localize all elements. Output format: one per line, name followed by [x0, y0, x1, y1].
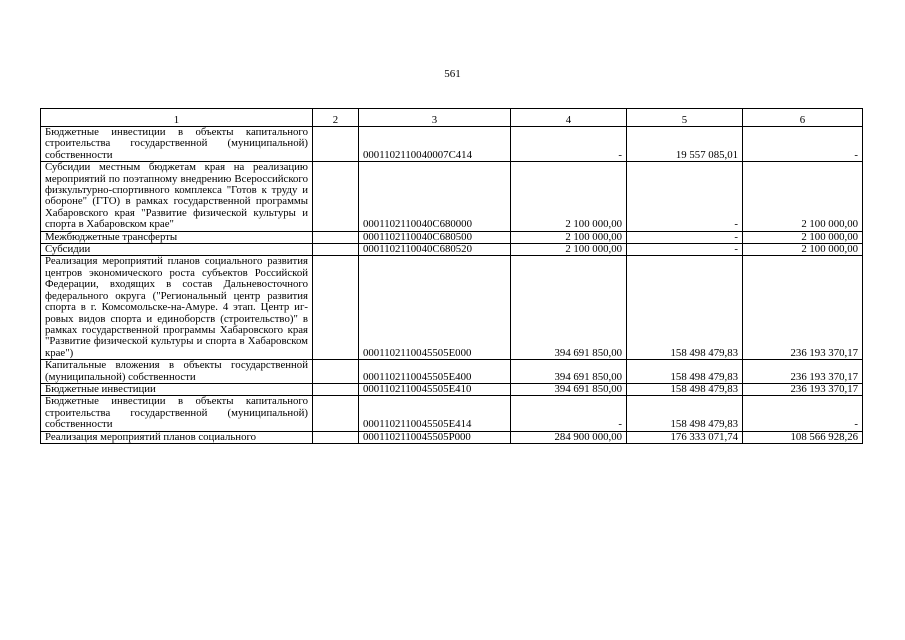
row-code: 0001102110045505E000	[359, 256, 511, 360]
column-header: 5	[627, 109, 743, 127]
row-col2	[313, 231, 359, 243]
column-header: 4	[511, 109, 627, 127]
table-header-row	[41, 109, 863, 127]
row-value-4: 2 100 000,00	[511, 231, 627, 243]
row-value-6: -	[743, 396, 863, 431]
row-value-6: 2 100 000,00	[743, 244, 863, 256]
row-description: Бюджетные инвестиции в объекты капитального строительства государственной (муниципальной) собственности	[41, 396, 313, 431]
row-value-4: -	[511, 396, 627, 431]
table-row	[41, 162, 863, 231]
row-col2	[313, 127, 359, 162]
row-col2	[313, 396, 359, 431]
row-description: Реализация мероприятий планов социального развития центров экономического роста субъектов Российской Федерации, входящих в состав Дальневосточного федерального округа ("Региональный центр развития спорта в г. Комсомольске-на-Амуре. 4 этап. Центр игровых видов спорта и единоборств (строительство)" в рамках государственной программы Хабаровского края "Развитие физической культуры и спорта в Хабаровском крае")	[41, 256, 313, 360]
row-value-5: -	[627, 231, 743, 243]
page-number: 561	[444, 68, 461, 80]
row-value-6: 236 193 370,17	[743, 383, 863, 395]
row-value-4: 394 691 850,00	[511, 383, 627, 395]
row-col2	[313, 431, 359, 443]
row-col2	[313, 383, 359, 395]
table-row	[41, 231, 863, 243]
table-row	[41, 396, 863, 431]
row-code: 0001102110045505E414	[359, 396, 511, 431]
row-value-6: -	[743, 127, 863, 162]
table-row	[41, 431, 863, 443]
row-description: Реализация мероприятий планов социального	[41, 431, 313, 443]
table-row	[41, 256, 863, 360]
table-row	[41, 244, 863, 256]
row-description: Бюджетные инвестиции в объекты капитального строительства государственной (муниципальной) собственности	[41, 127, 313, 162]
budget-table	[40, 108, 863, 444]
row-value-5: 158 498 479,83	[627, 396, 743, 431]
row-value-4: 394 691 850,00	[511, 360, 627, 384]
table-row	[41, 127, 863, 162]
row-value-6: 2 100 000,00	[743, 231, 863, 243]
row-col2	[313, 360, 359, 384]
row-description: Субсидии	[41, 244, 313, 256]
row-description: Бюджетные инвестиции	[41, 383, 313, 395]
row-value-6: 236 193 370,17	[743, 360, 863, 384]
table-row	[41, 383, 863, 395]
row-code: 0001102110040C680520	[359, 244, 511, 256]
row-description: Межбюджетные трансферты	[41, 231, 313, 243]
row-code: 0001102110040C680000	[359, 162, 511, 231]
row-value-5: 176 333 071,74	[627, 431, 743, 443]
table-row	[41, 360, 863, 384]
row-col2	[313, 162, 359, 231]
column-header: 3	[359, 109, 511, 127]
column-header: 2	[313, 109, 359, 127]
row-value-4: 2 100 000,00	[511, 162, 627, 231]
row-value-5: -	[627, 162, 743, 231]
column-header: 1	[41, 109, 313, 127]
row-value-5: 158 498 479,83	[627, 383, 743, 395]
row-col2	[313, 256, 359, 360]
row-value-4: -	[511, 127, 627, 162]
row-value-5: 158 498 479,83	[627, 256, 743, 360]
row-description: Капитальные вложения в объекты государственной (муниципальной) собственности	[41, 360, 313, 384]
row-code: 0001102110040007C414	[359, 127, 511, 162]
row-code: 0001102110045505E410	[359, 383, 511, 395]
row-value-5: 158 498 479,83	[627, 360, 743, 384]
row-value-4: 394 691 850,00	[511, 256, 627, 360]
row-value-5: 19 557 085,01	[627, 127, 743, 162]
row-value-5: -	[627, 244, 743, 256]
row-code: 0001102110045505E400	[359, 360, 511, 384]
row-description: Субсидии местным бюджетам края на реализацию мероприятий по поэтапному внедрению Всероссийского физкультурно-спортивного комплекса "Готов к труду и обороне" (ГТО) в рамках государственной программы Хабаровского края "Развитие физической культуры и спорта в Хабаровском крае"	[41, 162, 313, 231]
row-code: 0001102110045505P000	[359, 431, 511, 443]
column-header: 6	[743, 109, 863, 127]
row-value-4: 2 100 000,00	[511, 244, 627, 256]
row-value-4: 284 900 000,00	[511, 431, 627, 443]
row-col2	[313, 244, 359, 256]
row-value-6: 108 566 928,26	[743, 431, 863, 443]
row-value-6: 236 193 370,17	[743, 256, 863, 360]
row-code: 0001102110040C680500	[359, 231, 511, 243]
row-value-6: 2 100 000,00	[743, 162, 863, 231]
